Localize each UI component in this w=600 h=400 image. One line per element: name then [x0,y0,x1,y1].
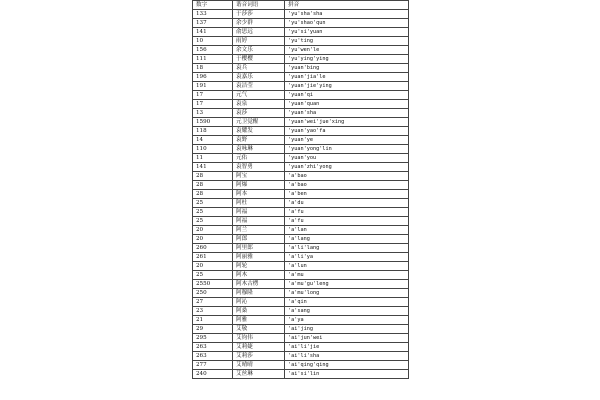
cell-number: 141 [193,28,233,37]
cell-pinyin: 'yuan'qi [285,91,409,100]
table-body [193,10,409,379]
cell-homophone: 艾敬 [233,325,285,334]
cell-pinyin: 'yuan'you [285,154,409,163]
cell-number: 277 [193,361,233,370]
cell-number: 111 [193,55,233,64]
cell-homophone: 阿杜 [233,199,285,208]
cell-number: 191 [193,82,233,91]
cell-homophone: 于樱樱 [233,55,285,64]
table-row [193,316,409,325]
cell-pinyin: 'yu'ying'ying [285,55,409,64]
table-row [193,289,409,298]
cell-homophone: 阿丽雅 [233,253,285,262]
table-row [193,298,409,307]
cell-number: 23 [193,307,233,316]
document-page [192,0,408,400]
cell-number: 137 [193,19,233,28]
table-row [193,10,409,19]
cell-number: 240 [193,370,233,379]
cell-pinyin: 'ai'jun'wei [285,334,409,343]
cell-pinyin: 'ai'si'lin [285,370,409,379]
cell-homophone: 袁嘉乐 [233,73,285,82]
cell-number: 25 [193,199,233,208]
table-row [193,28,409,37]
cell-number: 28 [193,172,233,181]
cell-number: 2550 [193,280,233,289]
cell-pinyin: 'yu'wen'le [285,46,409,55]
cell-pinyin: 'a'mu [285,271,409,280]
cell-pinyin: 'yuan'yong'lin [285,145,409,154]
table-row [193,199,409,208]
cell-pinyin: 'yu'sha'sha [285,10,409,19]
table-row [193,145,409,154]
cell-number: 25 [193,217,233,226]
cell-number: 20 [193,262,233,271]
cell-homophone: 袁泉 [233,100,285,109]
table-row [193,163,409,172]
cell-number: 196 [193,73,233,82]
cell-number: 17 [193,100,233,109]
cell-pinyin: 'a'lan [285,226,409,235]
cell-number: 118 [193,127,233,136]
table-row [193,73,409,82]
cell-number: 10 [193,37,233,46]
cell-number: 28 [193,181,233,190]
cell-homophone: 袁洁莹 [233,82,285,91]
table-row [193,82,409,91]
cell-homophone: 袁智勇 [233,163,285,172]
cell-number: 263 [193,343,233,352]
cell-homophone: 雨婷 [233,37,285,46]
cell-pinyin: 'a'ya [285,316,409,325]
table-row [193,361,409,370]
cell-homophone: 袁兵 [233,64,285,73]
header-pinyin: 拼音 [285,1,409,10]
table-row [193,370,409,379]
cell-homophone: 元卫觉醒 [233,118,285,127]
table-row [193,136,409,145]
cell-number: 13 [193,109,233,118]
cell-number: 110 [193,145,233,154]
table-row [193,19,409,28]
cell-pinyin: 'yu'ting [285,37,409,46]
cell-pinyin: 'a'mu'long [285,289,409,298]
cell-number: 250 [193,289,233,298]
cell-pinyin: 'ai'li'jie [285,343,409,352]
table-row [193,253,409,262]
cell-number: 29 [193,325,233,334]
cell-homophone: 阿雅 [233,316,285,325]
cell-homophone: 艾晴晴 [233,361,285,370]
cell-homophone: 袁耀发 [233,127,285,136]
cell-number: 261 [193,253,233,262]
cell-pinyin: 'yuan'sha [285,109,409,118]
cell-homophone: 阿郎 [233,235,285,244]
cell-pinyin: 'a'lang [285,235,409,244]
table-row [193,64,409,73]
table-row [193,55,409,64]
table-row [193,154,409,163]
cell-homophone: 元气 [233,91,285,100]
cell-homophone: 阿宝 [233,172,285,181]
cell-homophone: 艾钧伟 [233,334,285,343]
cell-homophone: 阿轮 [233,262,285,271]
cell-pinyin: 'a'li'ya [285,253,409,262]
cell-number: 14 [193,136,233,145]
cell-homophone: 阿本 [233,190,285,199]
cell-pinyin: 'a'fu [285,217,409,226]
table-row [193,91,409,100]
cell-number: 20 [193,235,233,244]
cell-pinyin: 'a'fu [285,208,409,217]
cell-homophone: 阿福 [233,217,285,226]
cell-number: 1590 [193,118,233,127]
cell-number: 27 [193,298,233,307]
table-row [193,109,409,118]
cell-homophone: 艾丝琳 [233,370,285,379]
cell-pinyin: 'yu'shao'qun [285,19,409,28]
cell-pinyin: 'ai'jing [285,325,409,334]
cell-number: 260 [193,244,233,253]
table-row [193,325,409,334]
table-row [193,352,409,361]
cell-homophone: 袁咏琳 [233,145,285,154]
cell-pinyin: 'a'mu'gu'leng [285,280,409,289]
cell-pinyin: 'yuan'jia'le [285,73,409,82]
cell-homophone: 艾莉莎 [233,352,285,361]
cell-number: 11 [193,154,233,163]
cell-homophone: 阿里郎 [233,244,285,253]
table-row [193,244,409,253]
cell-pinyin: 'yuan'bing [285,64,409,73]
table-row [193,334,409,343]
cell-pinyin: 'yuan'zhi'yong [285,163,409,172]
cell-number: 141 [193,163,233,172]
table-row [193,262,409,271]
table-row [193,217,409,226]
cell-homophone: 阿福 [233,208,285,217]
table-row [193,208,409,217]
cell-homophone: 于莎莎 [233,10,285,19]
cell-number: 156 [193,46,233,55]
cell-pinyin: 'yuan'ye [285,136,409,145]
cell-pinyin: 'a'li'lang [285,244,409,253]
table-header-row [193,1,409,10]
cell-number: 17 [193,91,233,100]
cell-number: 20 [193,226,233,235]
table-row [193,118,409,127]
cell-pinyin: 'a'sang [285,307,409,316]
cell-number: 18 [193,64,233,73]
table-row [193,307,409,316]
cell-homophone: 阿木 [233,271,285,280]
cell-number: 25 [193,208,233,217]
cell-number: 28 [193,190,233,199]
cell-pinyin: 'yuan'wei'jue'xing [285,118,409,127]
cell-homophone: 艾莉婕 [233,343,285,352]
cell-number: 25 [193,271,233,280]
cell-pinyin: 'yu'si'yuan [285,28,409,37]
cell-homophone: 阿兰 [233,226,285,235]
cell-pinyin: 'ai'qing'qing [285,361,409,370]
cell-number: 263 [193,352,233,361]
table-row [193,37,409,46]
cell-pinyin: 'a'du [285,199,409,208]
cell-number: 21 [193,316,233,325]
cell-number: 295 [193,334,233,343]
cell-pinyin: 'yuan'yao'fa [285,127,409,136]
table-row [193,343,409,352]
cell-homophone: 俞思远 [233,28,285,37]
table-row [193,226,409,235]
table-row [193,235,409,244]
cell-pinyin: 'a'lun [285,262,409,271]
table-row [193,172,409,181]
header-number: 数字 [193,1,233,10]
table-row [193,190,409,199]
cell-pinyin: 'ai'li'sha [285,352,409,361]
cell-pinyin: 'a'bao [285,172,409,181]
table-row [193,46,409,55]
cell-pinyin: 'a'bao [285,181,409,190]
cell-homophone: 阿爆 [233,181,285,190]
cell-homophone: 元佑 [233,154,285,163]
cell-number: 133 [193,10,233,19]
cell-homophone: 袁莎 [233,109,285,118]
table-row [193,181,409,190]
cell-homophone: 阿沁 [233,298,285,307]
cell-pinyin: 'yuan'jie'ying [285,82,409,91]
header-homophone: 谐音词语 [233,1,285,10]
cell-homophone: 余少群 [233,19,285,28]
table-row [193,100,409,109]
table-row [193,271,409,280]
cell-homophone: 阿穆隆 [233,289,285,298]
cell-pinyin: 'a'ben [285,190,409,199]
cell-homophone: 袁野 [233,136,285,145]
table-row [193,280,409,289]
cell-homophone: 余文乐 [233,46,285,55]
cell-homophone: 阿木古楞 [233,280,285,289]
homophone-table [192,0,409,379]
table-row [193,127,409,136]
cell-homophone: 阿桑 [233,307,285,316]
cell-pinyin: 'yuan'quan [285,100,409,109]
cell-pinyin: 'a'qin [285,298,409,307]
